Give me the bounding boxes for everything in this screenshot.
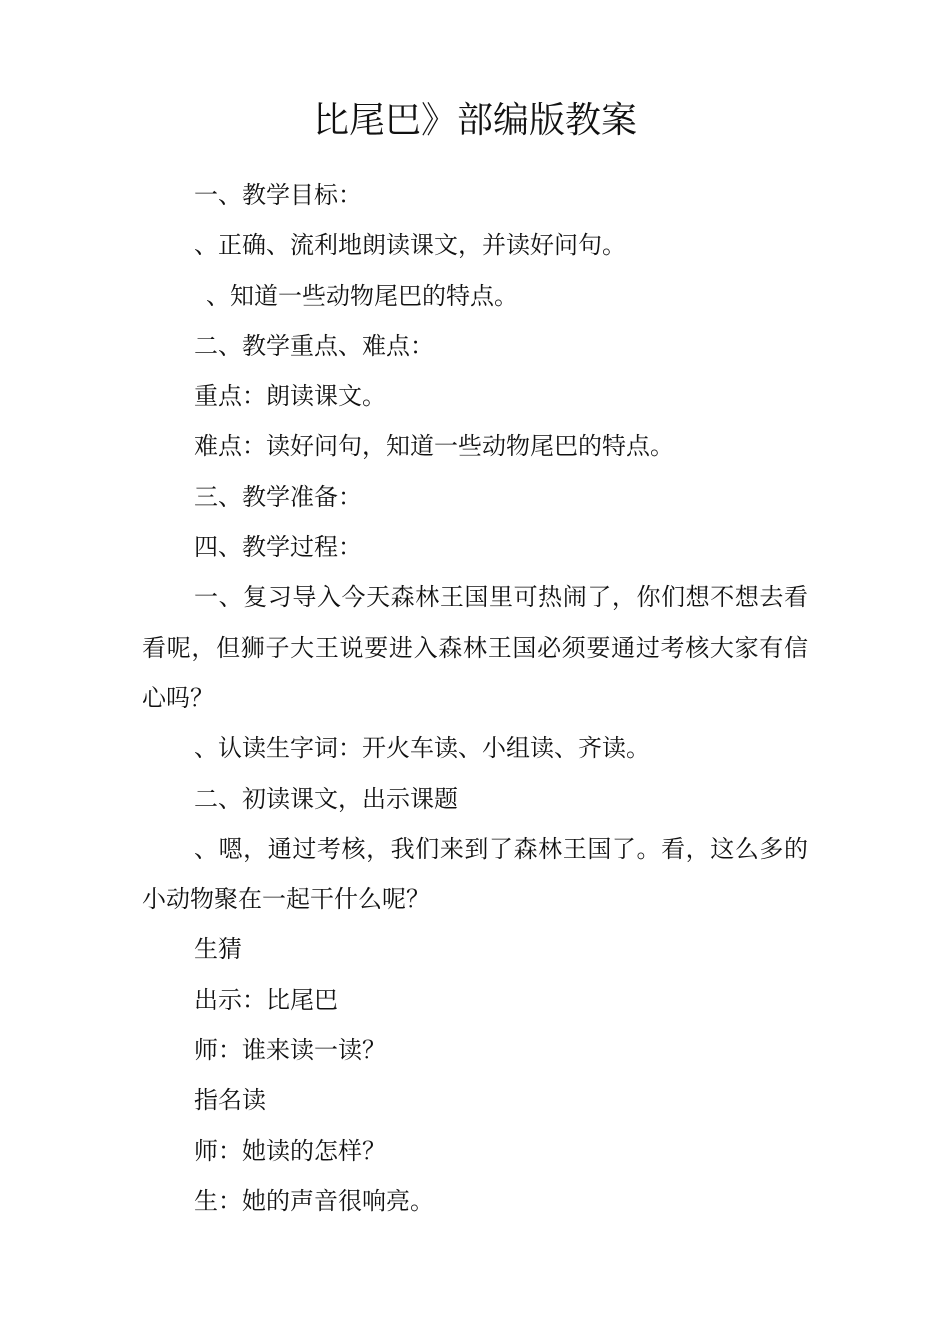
paragraph-15: 师：谁来读一读？: [194, 1036, 386, 1065]
paragraph-16: 指名读: [194, 1086, 266, 1115]
paragraph-18: 生：她的声音很响亮。: [194, 1186, 434, 1215]
paragraph-14: 出示：比尾巴: [194, 985, 338, 1014]
paragraph-12: 、嗯，通过考核，我们来到了森林王国了。看，这么多的小动物聚在一起干什么呢？: [142, 834, 808, 914]
paragraph-13: 生猜: [194, 935, 242, 964]
paragraph-6: 难点：读好问句，知道一些动物尾巴的特点。: [194, 432, 674, 461]
paragraph-8: 四、教学过程：: [194, 533, 362, 562]
paragraph-4: 二、教学重点、难点：: [194, 331, 434, 360]
paragraph-9: 一、复习导入今天森林王国里可热闹了，你们想不想去看看呢，但狮子大王说要进入森林王国必须要通过考核大家有信心吗？: [142, 583, 808, 712]
paragraph-17: 师：她读的怎样？: [194, 1136, 386, 1165]
paragraph-11: 二、初读课文，出示课题: [194, 784, 458, 813]
document-body: [142, 170, 808, 1226]
paragraph-10: 、认读生字词：开火车读、小组读、齐读。: [194, 734, 650, 763]
paragraph-1: 一、教学目标：: [194, 181, 362, 209]
document-title: 比尾巴》部编版教案: [312, 100, 637, 141]
paragraph-7: 三、教学准备：: [194, 482, 362, 511]
paragraph-5: 重点：朗读课文。: [194, 382, 386, 411]
paragraph-2: 、正确、流利地朗读课文，并读好问句。: [194, 231, 626, 260]
paragraph-3: 、知道一些动物尾巴的特点。: [206, 281, 518, 310]
